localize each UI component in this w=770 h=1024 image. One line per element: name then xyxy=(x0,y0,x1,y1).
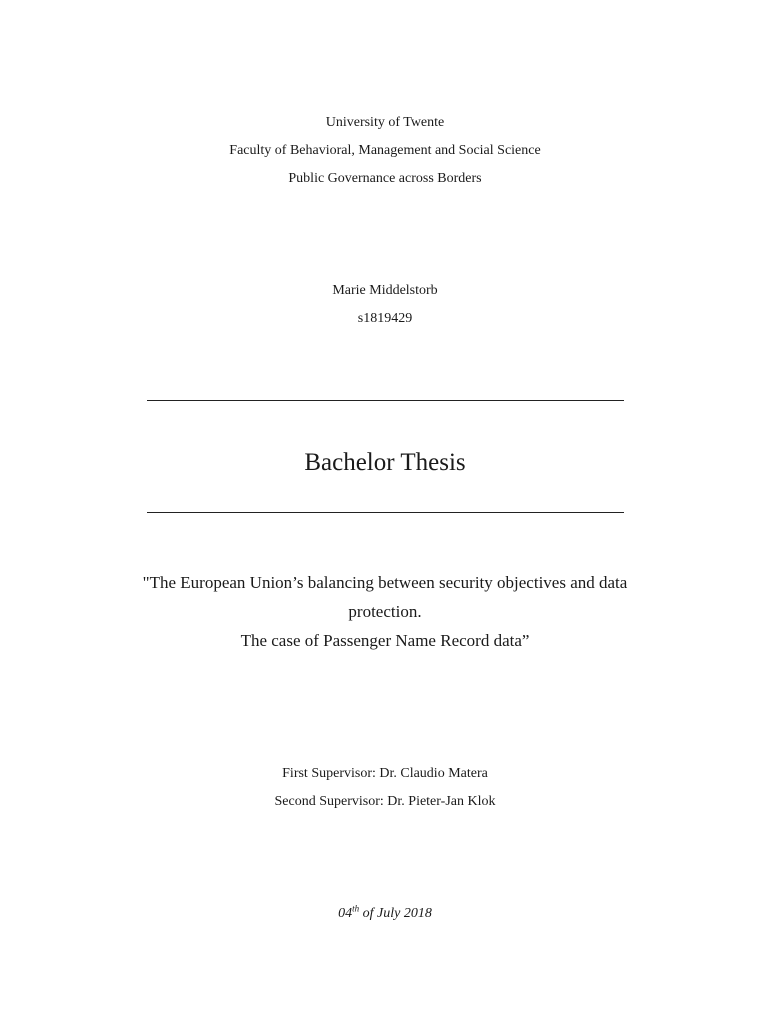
date-month-year: of July 2018 xyxy=(359,906,432,921)
date-ordinal-suffix: th xyxy=(352,903,360,914)
author-name: Marie Middelstorb xyxy=(332,283,438,298)
university-name: University of Twente xyxy=(325,115,445,130)
top-divider xyxy=(147,400,624,401)
student-number: s1819429 xyxy=(357,311,413,326)
bottom-divider xyxy=(147,512,624,513)
submission-date xyxy=(0,905,770,923)
program-name: Public Governance across Borders xyxy=(288,171,482,186)
first-supervisor: First Supervisor: Dr. Claudio Matera xyxy=(282,766,488,781)
faculty-name: Faculty of Behavioral, Management and Social Science xyxy=(229,143,541,158)
date-day: 04 xyxy=(338,906,353,921)
thesis-title-line-3: The case of Passenger Name Record data” xyxy=(240,631,530,650)
second-supervisor: Second Supervisor: Dr. Pieter-Jan Klok xyxy=(274,794,496,809)
document-type-heading: Bachelor Thesis xyxy=(304,449,466,476)
thesis-title-line-1: "The European Union’s balancing between security objectives and data xyxy=(142,573,628,592)
thesis-title-line-2: protection. xyxy=(348,602,422,621)
